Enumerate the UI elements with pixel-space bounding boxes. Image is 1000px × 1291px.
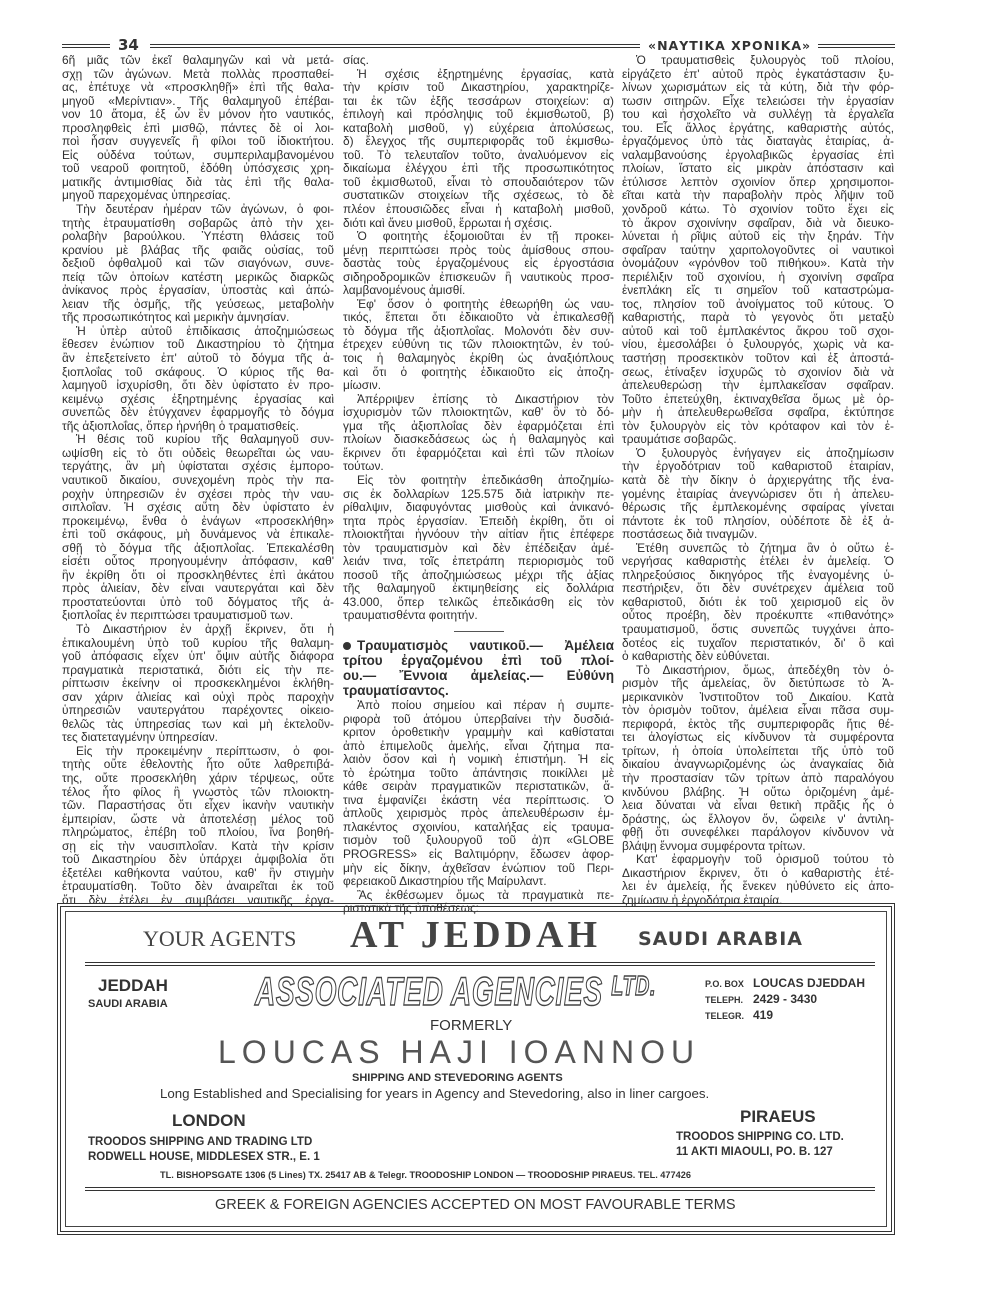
- text-line: Εἰς τὴν προκειμένην περίπτωσιν, ὁ φοι-: [76, 743, 334, 758]
- text-line: τητὴς οὔτε ἐθελοντὴς ἦτο οὔτε λαθρεπιβά-: [62, 757, 334, 772]
- paragraph: [622, 54, 894, 447]
- ad-at-jeddah: AT JEDDAH: [350, 914, 602, 956]
- heading-text: Τραυματισμὸς ναυτικοῦ.— Ἀμέλεια: [357, 637, 614, 653]
- text-line: καταβολὴ μισθοῦ, γ) εὐχέρεια ἀπολύσεως,: [343, 120, 614, 135]
- text-line: νον 10 ἄτομα, ἐξ ὧν ἓν μόνον ἦτο ναυτικός,: [62, 107, 334, 122]
- text-line: τοῦ ἐκμισθωτοῦ, εἶναι τὸ σπουδαιότερον τῶν: [343, 174, 614, 189]
- text-line: τος, πλησίον τοῦ ἀνοίγματος τοῦ κύτους. Ὁ: [622, 296, 894, 311]
- text-line: πλοιοκτῆται ἠγνόουν τὴν αἰτίαν ἥτις ἐπέφερε: [343, 527, 614, 542]
- paragraph: [622, 542, 894, 664]
- section-divider: [454, 631, 504, 632]
- text-line: τητα πρὸς ἐργασίαν. Ἐπειδὴ ἐκρίθη, ὅτι οἱ: [343, 513, 614, 528]
- text-line: σχῃ τῶν ἀγώνων. Μετὰ πολλὰς προσπαθεί-: [62, 66, 334, 81]
- paragraph: [622, 447, 894, 542]
- paragraph: [343, 54, 614, 68]
- text-line: PROGRESS» εἰς Βαλτιμόρην, ἔδωσεν ἀφορ-: [343, 846, 614, 861]
- paragraph: [622, 664, 894, 854]
- text-line: ἣν ἐκρίθη ὅτι οἱ προσκληθέντες ἐπὶ ἀκάτου: [62, 567, 334, 582]
- text-line: δεξιοῦ ὀφθαλμοῦ καὶ τῶν σιαγόνων, συνε-: [62, 256, 334, 271]
- text-line: ἔκρινεν ὅτι ἐφαρμόζεται καὶ ἐπὶ τῶν πλοίων: [343, 445, 614, 460]
- text-line: ναλαμβανούσης ἐργολαβικῶς ἐργασίας ἐπὶ: [622, 147, 894, 162]
- text-line: σιδηροδρομικῶν ἐπισκευῶν ἢ ναυτικοὺς προσ-: [343, 269, 614, 284]
- text-line: Ἡ θέσις τοῦ κυρίου τῆς θαλαμηγοῦ συν-: [76, 432, 334, 447]
- text-line: βλάψῃ ἔννομα συμφέροντα τρίτων.: [622, 838, 806, 853]
- text-line: φερειακοῦ Δικαστηρίου τῆς Μαίρυλαντ.: [343, 874, 547, 889]
- text-line: τῆς ἀξιοπλοΐας, ὅπερ ἠρνήθη ὁ τραματισθείς.: [62, 418, 299, 433]
- text-line: δικαίου ἀναγνωριζομένης ὡς ἀναγκαίας διὰ: [622, 757, 894, 772]
- text-line: τισμὸν τοῦ ξυλουργοῦ τοῦ ἀ)π «GLOBE: [343, 833, 614, 848]
- ad-piraeus-line2: 11 AKTI MIAOULI, PO. B. 127: [676, 1146, 833, 1158]
- text-line: Ἐφ' ὅσον ὁ φοιτητὴς ἐθεωρήθη ὡς ναυ-: [357, 296, 614, 311]
- text-line: πληρεξούσιος δικηγόρος τῆς ἐναγομένης ὑ-: [622, 567, 894, 582]
- text-line: τραυματισμοῦ, ὅστις συνεπῶς τυγχάνει ἀπο-: [622, 621, 894, 636]
- text-line: σφαῖραν ταύτην χαριτολογοῦντες οἱ ναυτικοὶ: [622, 242, 894, 257]
- ad-piraeus-line1: TROODOS SHIPPING CO. LTD.: [676, 1131, 844, 1143]
- text-line: τῶν. Παραστήσας ὅτι εἶχεν ἱκανὴν ναυτικὴν: [62, 798, 334, 813]
- text-line: πλακέντος σχοινίου, καταλήξας εἰς τραυμα-: [343, 819, 614, 834]
- text-line: ριστατικὰ τῆς ὑποθέσεως:: [343, 901, 479, 916]
- article-column-1: [62, 54, 334, 907]
- text-line: ποσοῦ τῆς ἀποζημιώσεως μέχρι τῆς ἀξίας: [343, 567, 614, 582]
- page-number: 34: [118, 36, 139, 54]
- text-line: έτρεχεν εὐθύνη τις τῶν πλοιοκτητῶν, ἐν τού-: [343, 337, 614, 352]
- text-line: ἐτύλισσε λεπτὸν σχοινίον ὅπερ χρησιμοποι-: [622, 174, 894, 189]
- text-line: λεια δύναται νὰ εἶναι θετικὴ πρᾶξις ἧς ὁ: [622, 798, 894, 813]
- text-line: ας, ἐπέτυχε νὰ «προσκληθῇ» ἐπὶ τῆς θαλα-: [62, 80, 334, 95]
- text-line: σίας.: [343, 53, 369, 67]
- header-rule-right: [818, 44, 895, 48]
- text-line: Ὁ φοιτητὴς ἐξομοιοῦται ἐν τῇ προκει-: [357, 229, 614, 244]
- text-line: λειαν τῆς ὀσμῆς, τῆς γεύσεως, μεταβολὴν: [62, 296, 334, 311]
- text-line: δοτέος εἰς τυχαῖον περιστατικόν, δι' ὃ καὶ: [622, 635, 894, 650]
- ad-footer: GREEK & FOREIGN AGENCIES ACCEPTED ON MOST FAVOURABLE TERMS: [215, 1197, 736, 1213]
- text-line: λειάν τινα, τοῖς ἐπετράπη περιορισμὸς τοῦ: [343, 554, 614, 569]
- text-line: ξιοπλοΐας τοῦ σκάφους. Ὁ κύριος τῆς θα-: [62, 364, 334, 379]
- text-line: φθῇ ὅτι συνεφέλκει παράλογον κίνδυνον νὰ: [622, 825, 894, 840]
- text-line: ἔθεσεν ἐνώπιον τοῦ Δικαστηρίου τὸ ζήτημα: [62, 337, 334, 352]
- header-rule-middle: [150, 44, 640, 48]
- paragraph: [62, 325, 334, 433]
- text-line: λύνεται ἡ ρῖψις αὐτοῦ εἰς τὴν ξηράν. Τὴν: [622, 229, 894, 244]
- text-line: καθαριστοῦ, διότι ἐκ τοῦ χειρισμοῦ εἰς ὃν: [622, 594, 894, 609]
- text-line: Ἡ σχέσις ἐξηρτημένης ἐργασίας, κατὰ: [357, 66, 614, 81]
- text-line: Ἀπὸ ποίου σημείου καὶ πέραν ἡ συμπε-: [357, 697, 614, 712]
- running-title: «ΝΑΥΤΙΚΑ ΧΡΟΝΙΚΑ»: [648, 38, 812, 53]
- text-line: πλοίων διασκεδάσεως ὡς ἡ θαλαμηγὸς καὶ: [343, 432, 614, 447]
- text-line: σθῇ τὸ δόγμα τῆς ἀξιοπλοΐας. Ἐπεκαλέσθη: [62, 540, 334, 555]
- text-line: Τὸ Δικαστήριον, ὅμως, ἀπεδέχθη τὸν ὁ-: [636, 662, 894, 677]
- paragraph: [62, 433, 334, 623]
- text-line: Κατ' ἐφαρμογὴν τοῦ ὁρισμοῦ τούτου τὸ: [636, 852, 894, 867]
- text-line: θελῶς τὰς ὑπηρεσίας των καὶ μὴ ἐκτελοῦν-: [62, 716, 334, 731]
- text-line: ἐπικαλουμένη ὑπὸ τοῦ κυρίου τῆς θαλαμη-: [62, 635, 334, 650]
- text-line: τοις ἡ θαλαμηγὸς ἐκρίθη ὡς ἀναξιόπλους: [343, 351, 614, 366]
- text-line: γμα τῆς ἀξιοπλοΐας δὲν ἐφαρμόζεται ἐπὶ: [343, 418, 614, 433]
- text-line: τὸ ἐρώτημα τοῦτο ἀπάντησις ποικίλλει μὲ: [343, 765, 614, 780]
- text-line: νίου, ἐμεσολάβει ὁ ξυλουργός, χωρὶς νὰ κα-: [622, 337, 894, 352]
- text-line: Τὴν δευτέραν ἡμέραν τῶν ἀγώνων, ὁ φοι-: [76, 202, 334, 217]
- text-line: ὀνομάζουν «γρόνθον τοῦ πιθήκου». Κατὰ τὴν: [622, 256, 894, 271]
- text-line: περιέλιξιν τοῦ σχοινίου, ἡ σχοινίνη σφαῖρα: [622, 269, 894, 284]
- text-line: ται ἐκ τῶν ἑξῆς τεσσάρων στοιχείων: α): [343, 93, 614, 108]
- text-line: τοῦ. Τὸ τελευταῖον τοῦτο, ἀναλυόμενον εἰς: [343, 147, 614, 162]
- text-line: τρίτων, ἡ ὁποία ὑπολείπεται τῆς ὑπὸ τοῦ: [622, 743, 894, 758]
- text-line: λαμηγοῦ ἰσχυρίσθη, ὅτι δὲν ὑφίστατο ἐν προ-: [62, 378, 334, 393]
- text-line: πληρώματος, ἐπέβη τοῦ πλοίου, ἵνα βοηθή-: [62, 825, 334, 840]
- text-line: τὸν τραυματισμὸν καὶ δὲν ἐπέδειξαν ἀμέ-: [343, 540, 614, 555]
- text-line: ἐνεπλάκη εἴς τι σημεῖον τοῦ καταστρώμα-: [622, 283, 894, 298]
- ad-company-suffix: LTD.: [611, 970, 657, 1001]
- text-line: προσληφθεὶς ἐπὶ μισθῷ, πάντες δὲ οἱ λοι-: [62, 120, 334, 135]
- text-line: ὁ καθαριστὴς δὲν εὐθύνεται.: [622, 649, 770, 664]
- text-line: κειμένῳ σχέσις ἐξηρτημένης ἐργασίας καὶ: [62, 391, 334, 406]
- bullet-icon: [343, 642, 351, 650]
- article-column-2: [343, 54, 614, 916]
- text-line: δικαίωμα ἐλέγχου ἐπὶ τῆς προσωπικότητος: [343, 161, 614, 176]
- text-line: λαμβανομένους ἀμισθί.: [343, 283, 466, 298]
- text-line: ἂν ἐπεξετείνετο ἐπ' αὐτοῦ τὸ δόγμα τῆς ἀ-: [62, 351, 334, 366]
- text-line: δαστὰς τοὺς ἐργαζομένους εἰς ἐργοστάσια: [343, 256, 614, 271]
- text-line: ἐπιλογὴ καὶ πρόσληψις τοῦ ἐκμισθωτοῦ, β): [343, 107, 614, 122]
- text-line: κινδύνου βλάβης. Ἡ οὕτω ὁριζομένη ἀμέ-: [622, 784, 894, 799]
- paragraph: [343, 393, 614, 474]
- text-line: Ἀπέρριψεν ἐπίσης τὸ Δικαστήριον τὸν: [357, 391, 614, 406]
- text-line: τὴν προστασίαν τῶν τρίτων ἀπὸ παραλόγου: [622, 770, 894, 785]
- ad-piraeus-city: PIRAEUS: [740, 1107, 816, 1126]
- text-line: προστατεύονται ὑπὸ τοῦ δόγματος τῆς ἀ-: [62, 594, 334, 609]
- text-line: τητὴς ἐτραυματίσθη σοβαρῶς ἀπὸ τὴν χει-: [62, 215, 334, 230]
- text-line: μηγοῦ «Μερίντιαν». Τῆς θαλαμηγοῦ ἐπέβαι-: [62, 93, 334, 108]
- text-line: ποὶ ἦσαν συγγενεῖς ἢ φίλοι τοῦ ἰδιοκτήτου.: [62, 134, 334, 149]
- text-line: 6ῆ μιᾶς τῶν ἐκεῖ θαλαμηγῶν καὶ νὰ μετά-: [62, 53, 334, 67]
- text-line: ου.— Ἔννοια ἀμελείας.— Εὐθύνη: [343, 667, 614, 683]
- ad-services: SHIPPING AND STEVEDORING AGENTS: [352, 1072, 563, 1084]
- po-box-label: P.O. BOX: [705, 979, 744, 989]
- text-line: τραυματισθέντα φοιτητήν.: [343, 608, 478, 623]
- text-line: Ἐτέθη συνεπῶς τὸ ζήτημα ἂν ὁ οὕτω ἐ-: [636, 540, 894, 555]
- text-line: δράστης, ὡς ἔλλογον ὄν, ὤφειλε ν' ἀντιλη-: [622, 811, 894, 826]
- text-line: σῃ εἰς τὴν ναυσιπλοΐαν. Κατὰ τὴν κρίσιν: [62, 838, 334, 853]
- ad-contact-block: [705, 976, 865, 1024]
- text-line: μηγοῦ παρεχομένας ὑπηρεσίας.: [62, 188, 231, 203]
- text-line: δ) ἔλεγχος τῆς συμπεριφορᾶς τοῦ ἐκμισθω-: [343, 134, 614, 149]
- text-line: θέρωσις τῆς ἐμπλεκομένης σφαίρας γίνεται: [622, 500, 894, 515]
- text-line: τῆς προσωπικότητος καὶ μερικὴν ἀμνησίαν.: [62, 310, 290, 325]
- paragraph: [62, 745, 334, 908]
- text-line: πάντοτε ἐκ τοῦ πλησίον, οὐδέποτε δὲ ἐξ ἀ-: [622, 513, 894, 528]
- text-line: τὴν κρίσιν τοῦ Δικαστηρίου, χαρακτηρίζε-: [343, 80, 614, 95]
- paragraph: [62, 623, 334, 745]
- text-line: ματικῆς ἀντιμισθίας διὰ τὰς ἐπὶ τῆς θαλα-: [62, 174, 334, 189]
- text-line: Ἂς ἐκθέσωμεν ὅμως τὰ πραγματικὰ πε-: [357, 887, 614, 902]
- text-line: ὑπηρεσιῶν ναυτεργάτου παρέχοντες οἰκειο-: [62, 703, 334, 718]
- text-line: Ἡ ὑπὲρ αὐτοῦ ἐπιδίκασις ἀποζημιώσεως: [76, 323, 334, 338]
- ad-tagline: Long Established and Specialising for years in Agency and Stevedoring, also in liner cargoes.: [160, 1086, 710, 1101]
- text-line: ἀπελευθερώσῃ τὴν ἐμπλακεῖσαν σφαῖραν.: [622, 378, 894, 393]
- text-line: σιπλοΐαν. Ἡ σχέσις αὕτη δὲν ὑφίστατο ἐν: [62, 500, 334, 515]
- text-line: τες διατεταγμένην ὑπηρεσίαν.: [62, 730, 218, 745]
- text-line: λίνων χωρισμάτων εἰς τὰ κύτη, διὰ τὴν φόρ-: [622, 80, 894, 95]
- ad-saudi-arabia: SAUDI ARABIA: [88, 998, 168, 1010]
- text-line: ζημίωσιν ἡ ἐργοδότρια ἑταιρία.: [622, 892, 783, 907]
- telegr-label: TELEGR.: [705, 1011, 745, 1021]
- text-line: ναυτικοῦ δικαίου, συνεχομένη πρὸς τὴν πα-: [62, 472, 334, 487]
- paragraph: [343, 68, 614, 231]
- text-line: τὴν ἐργοδότριαν τοῦ καθαριστοῦ ἑταιρίαν,: [622, 459, 894, 474]
- paragraph: [343, 298, 614, 393]
- paragraph: [343, 230, 614, 298]
- ad-formerly: FORMERLY: [430, 1017, 513, 1034]
- text-line: κατὰ δὲ τὴν δίκην ὁ ἀρχιεργάτης τῆς ἐνα-: [622, 472, 894, 487]
- header-rule-left: [62, 44, 110, 48]
- ad-your-agents: YOUR AGENTS: [143, 926, 297, 951]
- text-line: σαν χάριν ἁλιείας καὶ οὐχὶ πρὸς παροχὴν: [62, 689, 334, 704]
- text-line: ἐτραυματίσθη. Τοῦτο δὲν ἀναιρεῖται ἐκ τοῦ: [62, 879, 334, 894]
- text-line: μίωσιν.: [343, 378, 382, 393]
- text-line: συνεπῶς δὲν ἐτύγχανεν ἐφαρμογῆς τὸ δόγμα: [62, 405, 334, 420]
- text-line: πλέον ἐπουσιῶδες εἶναι ἡ καταβολὴ μισθοῦ,: [343, 202, 614, 217]
- ad-divider-top: [85, 962, 875, 966]
- text-line: πραγματικὰ περιστατικά, διότι εἰς τὴν πε-: [62, 662, 334, 677]
- ad-company-name: [255, 972, 656, 1012]
- text-line: ξιοπλοΐας ἐν περιπτώσει τραυματισμοῦ των.: [62, 608, 294, 623]
- text-line: εἰργάζετο ἐπ' αὐτοῦ πρὸς ἐγκατάστασιν ξυ-: [622, 66, 894, 81]
- ad-saudi-arabia-top: SAUDI ARABIA: [638, 928, 803, 950]
- text-line: του καὶ ἠσχολεῖτο νὰ συλλέγῃ τὰ ἐργαλεῖα: [622, 107, 894, 122]
- text-line: μὴν ἡ ἀπελευθερωθεῖσα σφαῖρα, ἐκτύπησε: [622, 405, 894, 420]
- text-line: εῖται κατὰ τὴν παραβολὴν πρὸς λῆψιν τοῦ: [622, 188, 894, 203]
- text-line: τὸν ξυλουργὸν εἰς τὸν κρόταφον καὶ τὸν ἐ-: [622, 418, 894, 433]
- text-line: τινα ἐμφανίζει ἑκάστη νέα περίπτωσις. Ὁ: [343, 792, 614, 807]
- text-line: μὴν εἰς δίκην, ἀχθεῖσαν ἐνώπιον τοῦ Περι-: [343, 860, 614, 875]
- text-line: ἰσχυρισμὸν τῶν πλοιοκτητῶν, καθ' ὃν τὸ δό-: [343, 405, 614, 420]
- paragraph: [62, 54, 334, 203]
- text-line: 43.000, ὅπερ τελικῶς ἐπεδικάσθη εἰς τὸν: [343, 594, 614, 609]
- text-line: ρισμὸν τῆς ἀμελείας, ὃν διετύπωσε τὸ Ἀ-: [622, 676, 894, 691]
- text-line: πείᾳ τῶν ὁποίων κατέστη μερικῶς διαρκῶς: [62, 269, 334, 284]
- text-line: ἐμπειρίαν, ὥστε νὰ ἀποτελέσῃ μέλος τοῦ: [62, 811, 334, 826]
- paragraph: [343, 699, 614, 889]
- ad-london-line2: RODWELL HOUSE, MIDDLESEX STR., E. 1: [88, 1151, 320, 1163]
- text-line: κάθε σειρὰν πραγματικῶν περιστατικῶν, ἅ-: [343, 779, 614, 794]
- text-line: τικός, ἕπεται ὅτι ἐδικαιοῦτο νὰ ἐπικαλεσθῇ: [343, 310, 614, 325]
- text-line: Τὸ Δικαστήριον ἐν ἀρχῇ ἔκρινεν, ὅτι ἡ: [76, 621, 334, 636]
- text-line: ριφορὰ τοῦ ἀτόμου ὑπερβαίνει τὴν δυσδιά-: [343, 711, 614, 726]
- text-line: περιφορά, ἐκτὸς τῆς συμπεριφορᾶς ἥτις θέ-: [622, 716, 894, 731]
- section-heading: [343, 638, 614, 698]
- text-line: λει ἐν ἀμελείᾳ, ἧς ἕνεκεν ηὐθύνετο εἰς ἀπο-: [622, 879, 894, 894]
- text-line: ταστήσῃ προσεκτικὸν τοῦτον καὶ ἐξ ἀποστά-: [622, 351, 894, 366]
- ad-contacts: TL. BISHOPSGATE 1306 (5 Lines) TX. 25417 AB & Telegr. TROODOSHIP LONDON — TROODOSHIP PIRAEUS. TEL. 477426: [160, 1170, 691, 1180]
- text-line: του. Εἷς ἄλλος ἐργάτης, καθαριστὴς αὐτός,: [622, 120, 894, 135]
- text-line: τρίτου ἐργαζομένου ἐπὶ τοῦ πλοί-: [343, 652, 614, 668]
- text-line: τὸ ἄκρον σχοινίνην σφαῖραν, διὰ νὰ διευκο-: [622, 215, 894, 230]
- text-line: τῆς θαλαμηγοῦ ἐκτιμηθείσης εἰς δολλάρια: [343, 581, 614, 596]
- text-line: τὸν ὁρισμὸν τοῦτον, ἀμέλεια εἶναι πᾶσα συμ-: [622, 703, 894, 718]
- text-line: χονδροῦ κάτω. Τὸ σχοινίον τοῦτο ἔχει εἰς: [622, 202, 894, 217]
- text-line: τεργάτης, ἂν μὴ ὑφίσταται σχέσις ἐμπορο-: [62, 459, 334, 474]
- text-line: τέλος ἦτο φίλος ἢ γνωστὸς τῶν πλοιοκτη-: [62, 784, 334, 799]
- text-line: Δικαστήριον ἔκρινεν, ὅτι ὁ καθαριστὴς ἐτέ-: [622, 865, 894, 880]
- po-box-value: LOUCAS DJEDDAH: [753, 976, 866, 990]
- ad-london-city: LONDON: [172, 1111, 246, 1130]
- text-line: προκειμένῳ, ἔνθα ὁ ἐνάγων «προσεκλήθη»: [62, 513, 334, 528]
- text-line: τει ἀλογίστως εἰς κίνδυνον τὰ συμφέροντα: [622, 730, 894, 745]
- text-line: ἀπὸ ἐπιμελοῦς ἀμελής, εἶναι ζήτημα πα-: [343, 738, 614, 753]
- text-line: κρανίου μὲ βλάβας τῆς φαιᾶς οὐσίας, τοῦ: [62, 242, 334, 257]
- text-line: συστατικῶν στοιχείων τῆς σχέσεως, τὸ δὲ: [343, 188, 614, 203]
- text-line: τούτων.: [343, 459, 384, 474]
- text-line: τραυμάτισε σοβαρῶς.: [622, 432, 737, 447]
- text-line: αὐτοῦ καὶ τοῦ ἐμπλακέντος ἄκρου τοῦ σχοι-: [622, 323, 894, 338]
- text-line: σις ἐκ δολλαρίων 125.575 διὰ ἰατρικὴν πε-: [343, 486, 614, 501]
- text-line: μένῃ περιπτώσει πρὸς τοὺς ἀμίσθους σπου-: [343, 242, 614, 257]
- teleph-label: TELEPH.: [705, 995, 744, 1005]
- text-line: Ὁ ξυλουργὸς ἐνήγαγεν εἰς ἀποζημίωσιν: [636, 445, 894, 460]
- text-line: τωσιν σιτηρῶν. Εἶχε τελειώσει τὴν ἐργασίαν: [622, 93, 894, 108]
- text-line: [343, 638, 614, 653]
- ad-london-line1: TROODOS SHIPPING AND TRADING LTD: [88, 1136, 313, 1148]
- text-line: πεστήριξεν, ὅτι δὲν συνέτρεχεν ἀμέλεια τοῦ: [622, 581, 894, 596]
- text-line: Εἰς τὸν φοιτητὴν ἐπεδικάσθη ἀποζημίω-: [357, 472, 614, 487]
- text-line: πρὸς ἁλιείαν, δὲν εἶναι ναυτεργάται καὶ δὲν: [62, 581, 334, 596]
- text-line: τοῦ Δικαστηρίου δὲν ὑπάρχει ἀμφιβολία ὅτι: [62, 852, 334, 867]
- text-line: τοῦ νεαροῦ φοιτητοῦ, ἐδόθη ὑπόσχεσις χρη-: [62, 161, 334, 176]
- text-line: ρίθαλψιν, διαφυγόντας μισθοὺς καὶ ἀνικανό-: [343, 500, 614, 515]
- paragraph: [62, 203, 334, 325]
- text-line: καὶ ὅτι ὁ φοιτητὴς ἐδικαιοῦτο εἰς ἀποζη-: [343, 364, 614, 379]
- text-line: ωψίσθη εἰς τὸ ὅτι οὐδεὶς θεωρεῖται ὡς ναυ-: [62, 445, 334, 460]
- text-line: ἐργαζόμενος ὑπὸ τὰς διαταγὰς ἑταιρίας, ἀ-: [622, 134, 894, 149]
- text-line: Τοῦτο ἐπετεύχθη, ἐκτιναχθεῖσα ὅμως μὲ ὁρ-: [622, 391, 894, 406]
- text-line: οὗτος προέβη, δὲν προέκυπτε «πιθανότης»: [622, 608, 894, 623]
- text-line: καθαριστής, παρὰ τὸ γεγονὸς ὅτι μεταξὺ: [622, 310, 894, 325]
- text-line: γοῦ ἀπόφασις εἶχεν ὑπ' ὄψιν αὐτῆς διάφορα: [62, 649, 334, 664]
- text-line: διότι καὶ ἄνευ μισθοῦ, ἔρρωται ἡ σχέσις.: [343, 215, 553, 230]
- ad-divider-bottom: [85, 1187, 875, 1191]
- paragraph: [622, 853, 894, 907]
- article-column-3: [622, 54, 894, 907]
- text-line: ρολαβὴν βαρούλκου. Ὑπέστη θλάσεις τοῦ: [62, 229, 334, 244]
- text-line: ρίπτωσιν ἐκείνην οἱ προσκεκλημένοι ἐκλήθη-: [62, 676, 334, 691]
- text-line: τὸ δόγμα τῆς ἀξιοπλοΐας. Μολονότι δὲν συν-: [343, 323, 614, 338]
- text-line: ὅτι δὲν ἐτέλει ἐν συμβάσει ναυτικῆς ἐργα-: [62, 892, 334, 907]
- text-line: ποστάσεως διὰ τιναγμῶν.: [622, 527, 758, 542]
- ad-company-name-text: ASSOCIATED AGENCIES: [255, 970, 603, 1014]
- text-line: πλοίων, ἵστατο εἰς μικρὰν ἀπόστασιν καὶ: [622, 161, 894, 176]
- text-line: ἐξετέλει καθήκοντα ναύτου, καθ' ἣν στιγμὴν: [62, 865, 334, 880]
- text-line: Ὁ τραυματισθεὶς ξυλουργὸς τοῦ πλοίου,: [636, 53, 894, 67]
- text-line: νεργήσας καθαριστὴς ἐτέλει ἐν ἀμελείᾳ. Ὁ: [622, 554, 894, 569]
- text-line: τραυματίσαντος.: [343, 682, 449, 698]
- text-line: ἀνίκανος πρὸς ἐργασίαν, ὑποστὰς καὶ ἀπώ-: [62, 283, 334, 298]
- text-line: κριτον ὁροθετικὴν γραμμὴν καὶ καθίσταται: [343, 725, 614, 740]
- text-line: ἐπὶ τοῦ σκάφους, μὴ δυνάμενος νὰ ἐπικαλε-: [62, 527, 334, 542]
- text-line: μερικανικὸν Ἰνστιτοῦτον τοῦ Δικαίου. Κατὰ: [622, 689, 894, 704]
- text-line: γομένης ἑταιρίας ἀνεγνώρισεν ὅτι ἡ ἀπελευ-: [622, 486, 894, 501]
- teleph-value: 2429 - 3430: [753, 992, 818, 1006]
- telegr-value: 419: [753, 1008, 774, 1022]
- text-line: ροχὴν ὑπηρεσιῶν ἐν σχέσει πρὸς τὴν ναυ-: [62, 486, 334, 501]
- text-line: ἁπλοῦς χειρισμὸς πρὸς ἀπελευθέρωσιν ἐμ-: [343, 806, 614, 821]
- text-line: σεως, ἐτίναξεν ἰσχυρῶς τὸ σχοινίον διὰ νὰ: [622, 364, 894, 379]
- text-line: εἰσέτι οὗτος προηγουμένην ἀπόφασιν, καθ': [62, 554, 334, 569]
- ad-jeddah: JEDDAH: [98, 976, 168, 995]
- ad-former-name: LOUCAS HAJI IOANNOU: [218, 1034, 701, 1070]
- text-line: της, οὔτε προσεκλήθη χάριν τέρψεως, οὔτε: [62, 770, 334, 785]
- text-line: λαιὸν ὅσον καὶ ἡ νομικὴ ἐπιστήμη. Ἡ εἰς: [343, 752, 614, 767]
- text-line: Εἰς οὐδένα τούτων, συμπεριλαμβανομένου: [62, 147, 334, 162]
- paragraph: [343, 474, 614, 623]
